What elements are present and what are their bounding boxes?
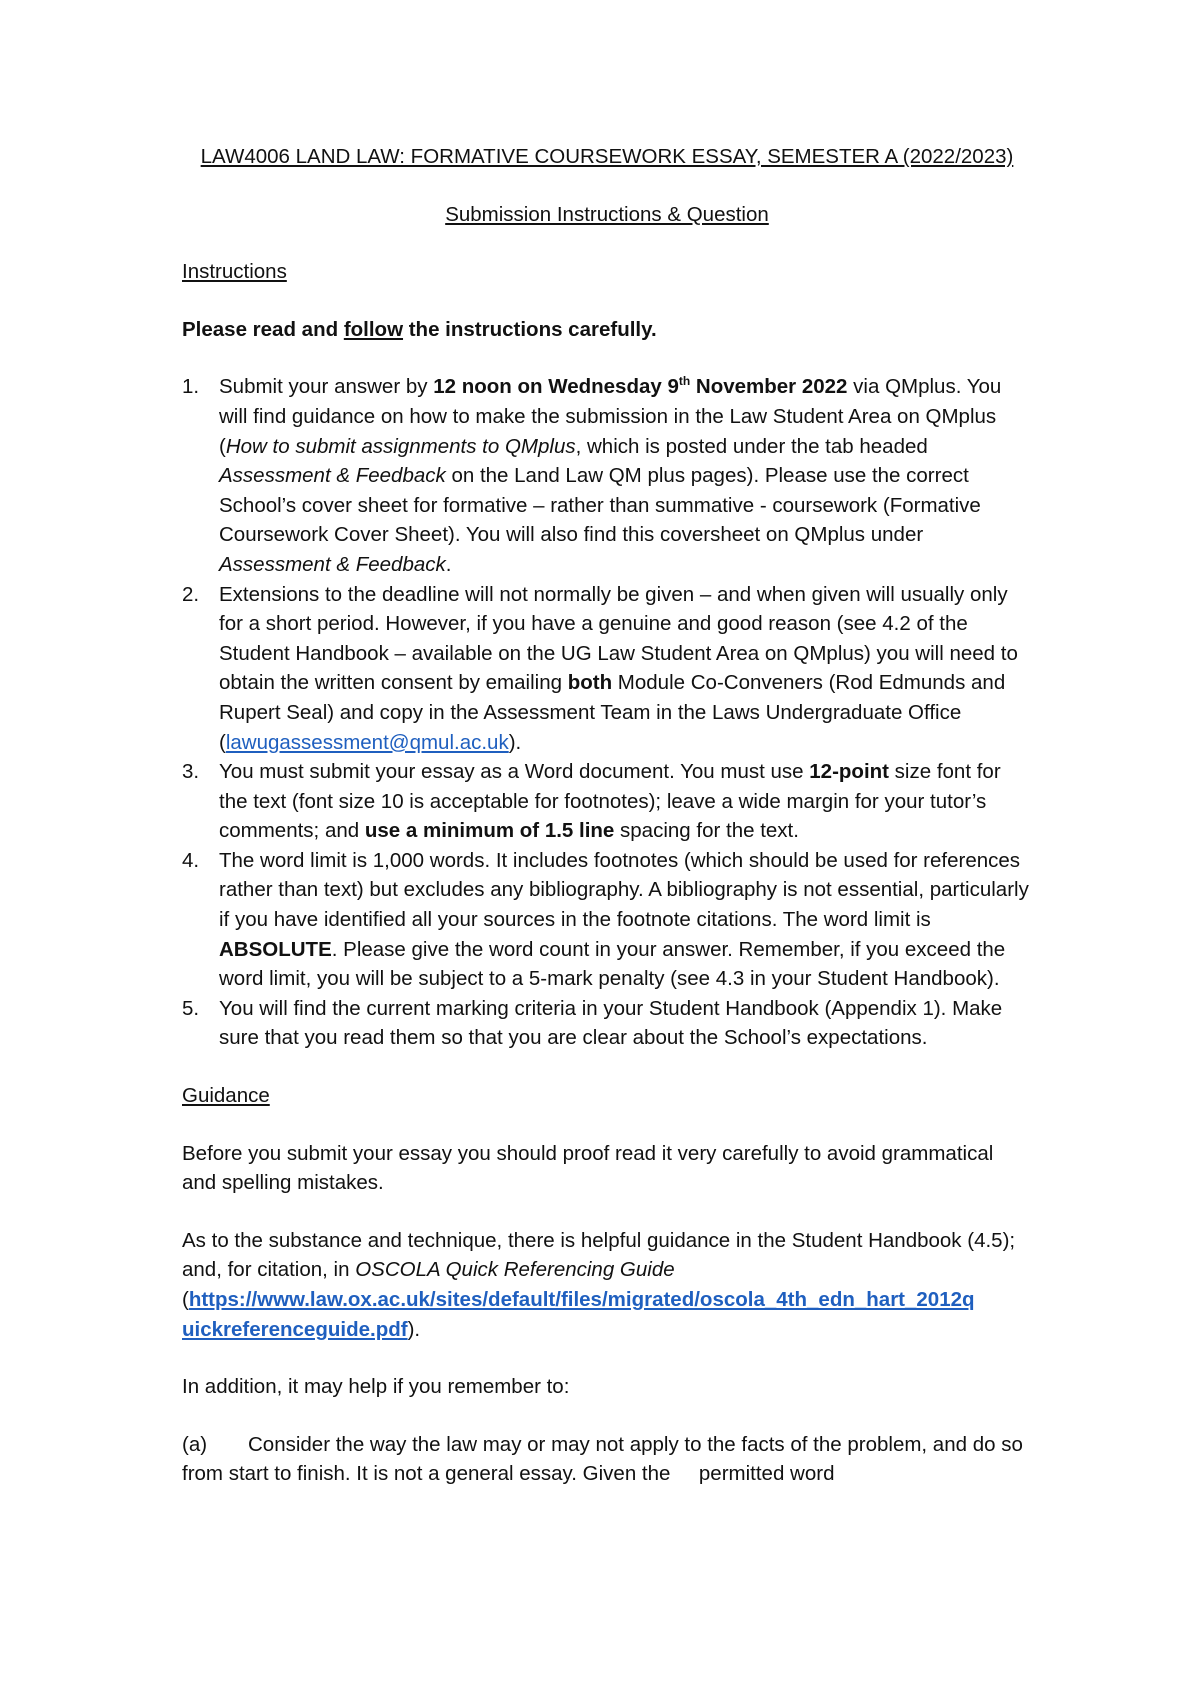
oscola-guide-link[interactable] xyxy=(182,1288,975,1341)
list-item xyxy=(182,846,1032,994)
item-bold: both xyxy=(567,671,613,695)
instructions-lead xyxy=(182,315,1032,345)
paragraph-text: ( xyxy=(182,1288,189,1311)
list-item-number: 1. xyxy=(182,375,200,399)
item-text: You must submit your essay as a Word document. You must use xyxy=(219,760,810,784)
lead-follow: follow xyxy=(343,317,404,341)
item-bold: use a minimum of 1.5 line xyxy=(364,819,615,843)
item-text: spacing for the text. xyxy=(614,819,799,843)
item-text: . xyxy=(445,552,452,576)
list-item xyxy=(182,580,1032,758)
lead-pre: Please read and xyxy=(182,317,344,341)
item-text: The word limit is 1,000 words. It includes footnotes (which should be used for references rather than text) but excludes any bibliography. A bibliography is not essential, particularly if you have identified all your sources in the footnote citations. The word limit is xyxy=(219,848,1029,932)
paragraph-text: ). xyxy=(407,1317,421,1341)
lead-post: the instructions carefully. xyxy=(403,317,657,341)
instructions-heading: Instructions xyxy=(182,260,287,284)
guidance-heading: Guidance xyxy=(182,1084,270,1108)
link-line-1: https://www.law.ox.ac.uk/sites/default/files/migrated/oscola_4th_edn_hart_2012q xyxy=(188,1288,975,1311)
item-text: ). xyxy=(508,730,522,754)
item-text: . Please give the word count in your answer. Remember, if you exceed the word limit, you will be subject to a 5-mark penalty (see 4.3 in your Student Handbook). xyxy=(219,937,1006,991)
link-line-2: uickreferenceguide.pdf xyxy=(182,1317,408,1341)
assessment-email-link[interactable]: lawugassessment@qmul.ac.uk xyxy=(225,730,509,754)
list-item-number: 3. xyxy=(182,760,200,784)
item-text: Module Co-Conveners (Rod Edmunds and Rupert Seal) and copy in the Assessment Team in the Laws Undergraduate Office ( xyxy=(219,671,1006,754)
item-italic: Assessment & Feedback xyxy=(219,464,446,488)
guidance-paragraph-2 xyxy=(182,1226,1032,1344)
item-italic: Assessment & Feedback xyxy=(219,552,446,576)
item-text: size font for the text (font size 10 is acceptable for footnotes); leave a wide margin for your tutor’s comments; and xyxy=(219,760,1001,843)
item-bold: ABSOLUTE xyxy=(219,937,332,961)
point-label: (a) xyxy=(182,1432,208,1456)
item-text: on the Land Law QM plus pages). Please use the correct School’s cover sheet for formative – rather than summative - coursework (Formative Coursework Cover Sheet). You will also find this coversheet on QMplus under xyxy=(219,464,981,547)
item-text: , which is posted under the tab headed xyxy=(575,434,928,458)
paragraph-text: As to the substance and technique, there is helpful guidance in the Student Handbook (4.5); and, for citation, in xyxy=(182,1228,1016,1282)
list-item xyxy=(182,372,1032,579)
item-text: Submit your answer by xyxy=(219,375,434,399)
deadline-sup: th xyxy=(678,374,691,389)
item-text: via QMplus. You will find guidance on how to make the submission in the Law Student Area on QMplus ( xyxy=(219,375,1002,458)
item-text: Extensions to the deadline will not normally be given – and when given will usually only for a short period. However, if you have a genuine and good reason (see 4.2 of the Student Handbook – available on the UG Law Student Area on QMplus) you will need to obtain the written consent by emailing xyxy=(219,582,1018,695)
item-italic: How to submit assignments to QMplus xyxy=(225,434,576,458)
list-item-number: 2. xyxy=(182,582,200,606)
document-body xyxy=(182,142,1032,1489)
list-item-number: 4. xyxy=(182,848,200,872)
guidance-paragraph-3: In addition, it may help if you remember to: xyxy=(182,1375,570,1399)
document-subtitle: Submission Instructions & Question xyxy=(445,202,769,226)
item-bold: 12-point xyxy=(809,760,889,784)
deadline-time: 12 noon on Wednesday 9 xyxy=(433,375,679,399)
list-item xyxy=(182,757,1032,846)
oscola-guide-title: OSCOLA Quick Referencing Guide xyxy=(355,1258,675,1282)
point-text: Consider the way the law may or may not apply to the facts of the problem, and do so from start to finish. It is not a general essay. Given the permitted word xyxy=(182,1432,1029,1486)
instructions-list xyxy=(182,372,1032,1053)
guidance-point-a xyxy=(182,1430,1032,1489)
list-item xyxy=(182,994,1032,1053)
item-text: You will find the current marking criteria in your Student Handbook (Appendix 1). Make sure that you read them so that you are clear about the School’s expectations. xyxy=(219,996,1003,1050)
list-item-number: 5. xyxy=(182,996,200,1020)
deadline-date: November 2022 xyxy=(690,375,848,399)
document-title: LAW4006 LAND LAW: FORMATIVE COURSEWORK ESSAY, SEMESTER A (2022/2023) xyxy=(200,145,1014,168)
guidance-paragraph-1: Before you submit your essay you should proof read it very carefully to avoid grammatical and spelling mistakes. xyxy=(182,1141,994,1195)
